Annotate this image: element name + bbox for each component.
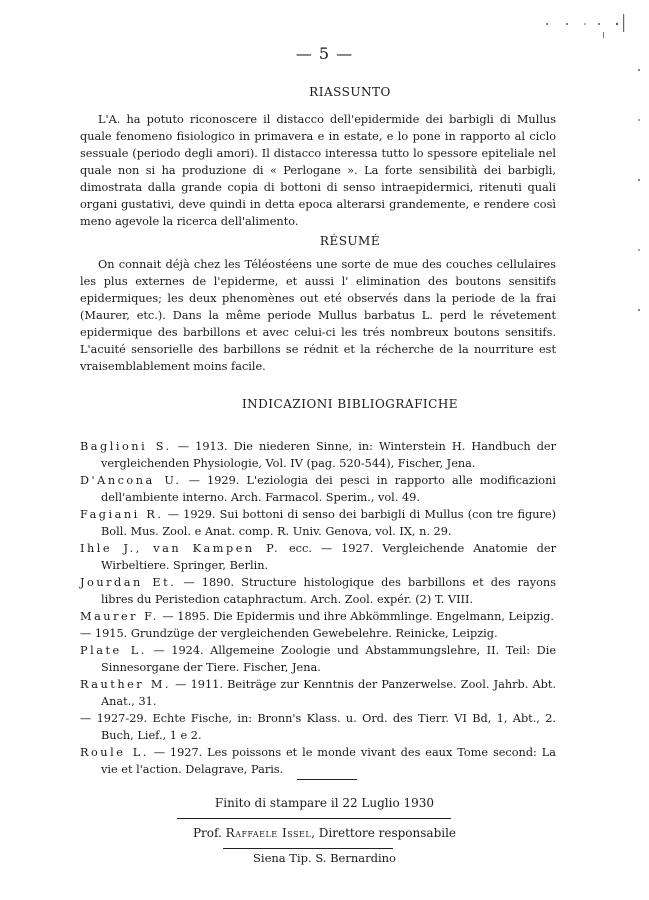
riassunto-text: L'A. ha potuto riconoscere il distacco dell'epidermide dei barbigli di Mullus quale fenomeno fisiologico in primavera e in estate, e lo pone in rapporto al ciclo sessuale (periodo degli amori). Il distacco interessa tutto lo spessore epiteliale nel quale non si ha produzione di « Perlogane ». La forte sensibilità dei barbigli, dimostrata dalla grande copia di bottoni di senso intraepidermici, ritenuti quali organi gustativi, deve quindi in detta epoca alterarsi grandemente, e rendere così meno agevole la ricerca dell'alimento. xyxy=(80,113,556,228)
bibliography-entry xyxy=(80,710,556,744)
reference-author: Fagiani R. xyxy=(80,508,164,521)
bibliography-heading: INDICAZIONI BIBLIOGRAFICHE xyxy=(241,397,459,411)
resume-text: On connait déjà chez les Téléostéens une sorte de mue des couches cellulaires les plus externes de l'epiderme, et aussi l' elimination des boutons sensitifs epidermiques; les deux phenomènes out eté observés dans la periode de la frai (Maurer, etc.). Dans la même periode Mullus barbatus L. perd le révetement epidermique des barbillons et avec celui-ci les trés nombreux boutons sensitifs. L'acuité sensorielle des barbillons se rédnit et la récherche de la nourriture est vraisemblablement moins facile. xyxy=(80,258,556,373)
resume-paragraph xyxy=(80,256,556,375)
editor-name: Raffaele Issel xyxy=(225,826,312,840)
divider xyxy=(177,818,451,819)
reference-author: Roule L. xyxy=(80,746,149,759)
bibliography-entry xyxy=(80,608,556,625)
reference-author: Ihle J., van Kampen P. xyxy=(80,542,281,555)
page-number: — 5 — xyxy=(295,44,354,63)
editor-line xyxy=(0,826,649,840)
bibliography-entry xyxy=(80,438,556,472)
printing-date: Finito di stampare il 22 Luglio 1930 xyxy=(214,796,435,810)
reference-text: — 1929. L'eziologia dei pesci in rapporto alle modificazioni dell'ambiente interno. Arch. Farmacol. Sperim., vol. 49. xyxy=(101,474,556,504)
bibliography-entry xyxy=(80,642,556,676)
reference-text: — 1929. Sui bottoni di senso dei barbigli di Mullus (con tre figure) Boll. Mus. Zool. e Anat. comp. R. Univ. Genova, vol. IX, n. 29. xyxy=(101,508,556,538)
bibliography-entry xyxy=(80,574,556,608)
scan-edge-marks xyxy=(634,60,644,320)
riassunto-paragraph xyxy=(80,111,556,230)
reference-author: Maurer F. xyxy=(80,610,159,623)
resume-heading: RÉSUMÉ xyxy=(319,234,381,248)
reference-text: ecc. — 1927. Vergleichende Anatomie der Wirbeltiere. Springer, Berlin. xyxy=(101,542,556,572)
reference-text: — 1927. Les poissons et le monde vivant des eaux Tome second: La vie et l'action. Delagrave, Paris. xyxy=(101,746,556,776)
bibliography-entry xyxy=(80,625,556,642)
editor-role: , Direttore responsabile xyxy=(311,826,457,840)
bibliography-entry xyxy=(80,506,556,540)
bibliography-list xyxy=(80,438,556,778)
bibliography-entry xyxy=(80,540,556,574)
reference-text: — 1911. Beiträge zur Kenntnis der Panzerwelse. Zool. Jahrb. Abt. Anat., 31. xyxy=(101,678,557,708)
editor-prefix: Prof. xyxy=(192,826,222,840)
reference-text: — 1890. Structure histologique des barbillons et des rayons libres du Peristedion cataphractum. Arch. Zool. expér. (2) T. VIII. xyxy=(101,576,556,606)
divider xyxy=(223,848,393,849)
reference-author: Baglioni S. xyxy=(80,440,172,453)
reference-author: Rauther M. xyxy=(80,678,171,691)
reference-author: Jourdan Et. xyxy=(80,576,177,589)
bibliography-entry xyxy=(80,676,556,710)
reference-text: — 1913. Die niederen Sinne, in: Winterstein H. Handbuch der vergleichenden Physiologie, Vol. IV (pag. 520-544), Fischer, Jena. xyxy=(101,440,557,470)
reference-author: Plate L. xyxy=(80,644,147,657)
reference-text: — 1915. Grundzüge der vergleichenden Gewebelehre. Reinicke, Leipzig. xyxy=(80,627,498,640)
reference-author: D'Ancona U. xyxy=(80,474,182,487)
divider xyxy=(297,779,357,780)
reference-text: — 1927-29. Echte Fische, in: Bronn's Klass. u. Ord. des Tierr. VI Bd, 1, Abt., 2. Buch, Lief., 1 e 2. xyxy=(80,712,556,742)
printer-line: Siena Tip. S. Bernardino xyxy=(253,851,396,865)
reference-text: — 1924. Allgemeine Zoologie und Abstammungslehre, II. Teil: Die Sinnesorgane der Tiere. Fischer, Jena. xyxy=(101,644,557,674)
bibliography-entry xyxy=(80,744,556,778)
bibliography-entry xyxy=(80,472,556,506)
riassunto-heading: RIASSUNTO xyxy=(309,85,391,99)
reference-text: — 1895. Die Epidermis und ihre Abkömmlinge. Engelmann, Leipzig. xyxy=(158,610,554,623)
